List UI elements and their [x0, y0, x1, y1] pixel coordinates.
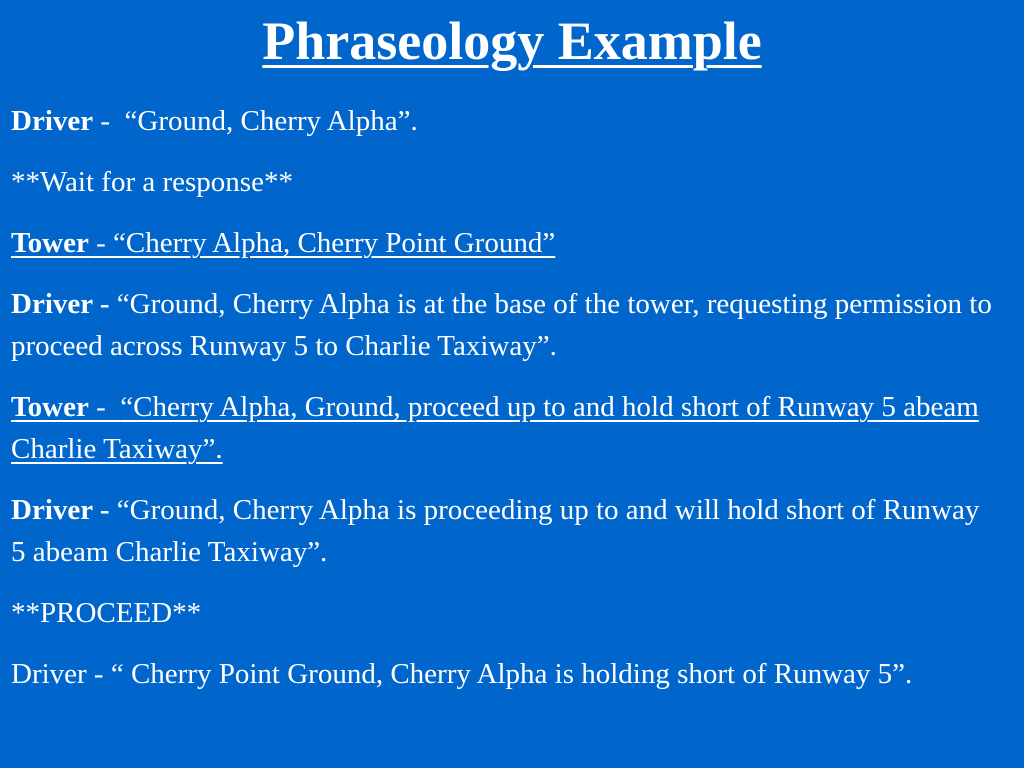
line-wait-response — [11, 161, 1001, 203]
line-text: Driver - “ Cherry Point Ground, Cherry Alpha is holding short of Runway 5”. — [11, 658, 913, 690]
speaker-label: Tower — [11, 391, 89, 423]
speaker-label: Driver - — [11, 494, 110, 526]
line-tower-reply-2 — [11, 386, 1001, 470]
line-proceed — [11, 592, 1001, 634]
line-driver-holding — [11, 653, 1001, 695]
line-text: **PROCEED** — [11, 597, 202, 629]
separator — [110, 494, 117, 526]
line-text: “Cherry Alpha, Cherry Point Ground” — [113, 227, 556, 259]
speaker-label: Driver — [11, 105, 94, 137]
speaker-label: Tower — [11, 227, 89, 259]
line-driver-call — [11, 100, 1001, 142]
underlined-line — [11, 227, 555, 259]
slide-body — [11, 100, 1001, 714]
line-text: “Ground, Cherry Alpha is at the base of the tower, requesting permission to proceed across Runway 5 to Charlie Taxiway”. — [11, 288, 992, 362]
underlined-line — [11, 391, 979, 465]
separator — [110, 288, 117, 320]
separator: - — [88, 227, 114, 259]
speaker-label: Driver - — [11, 288, 110, 320]
line-text: **Wait for a response** — [11, 166, 293, 198]
line-text: “Cherry Alpha, Ground, proceed up to and hold short of Runway 5 abeam Charlie Taxiway”. — [11, 391, 979, 465]
separator: - — [93, 105, 125, 137]
line-driver-request — [11, 283, 1001, 367]
line-driver-readback — [11, 489, 1001, 573]
slide-title: Phraseology Example — [262, 11, 762, 71]
line-text: “Ground, Cherry Alpha”. — [124, 105, 418, 137]
separator: - — [88, 391, 121, 423]
line-tower-reply-1 — [11, 222, 1001, 264]
line-text: “Ground, Cherry Alpha is proceeding up to and will hold short of Runway 5 abeam Charlie Taxiway”. — [11, 494, 980, 568]
